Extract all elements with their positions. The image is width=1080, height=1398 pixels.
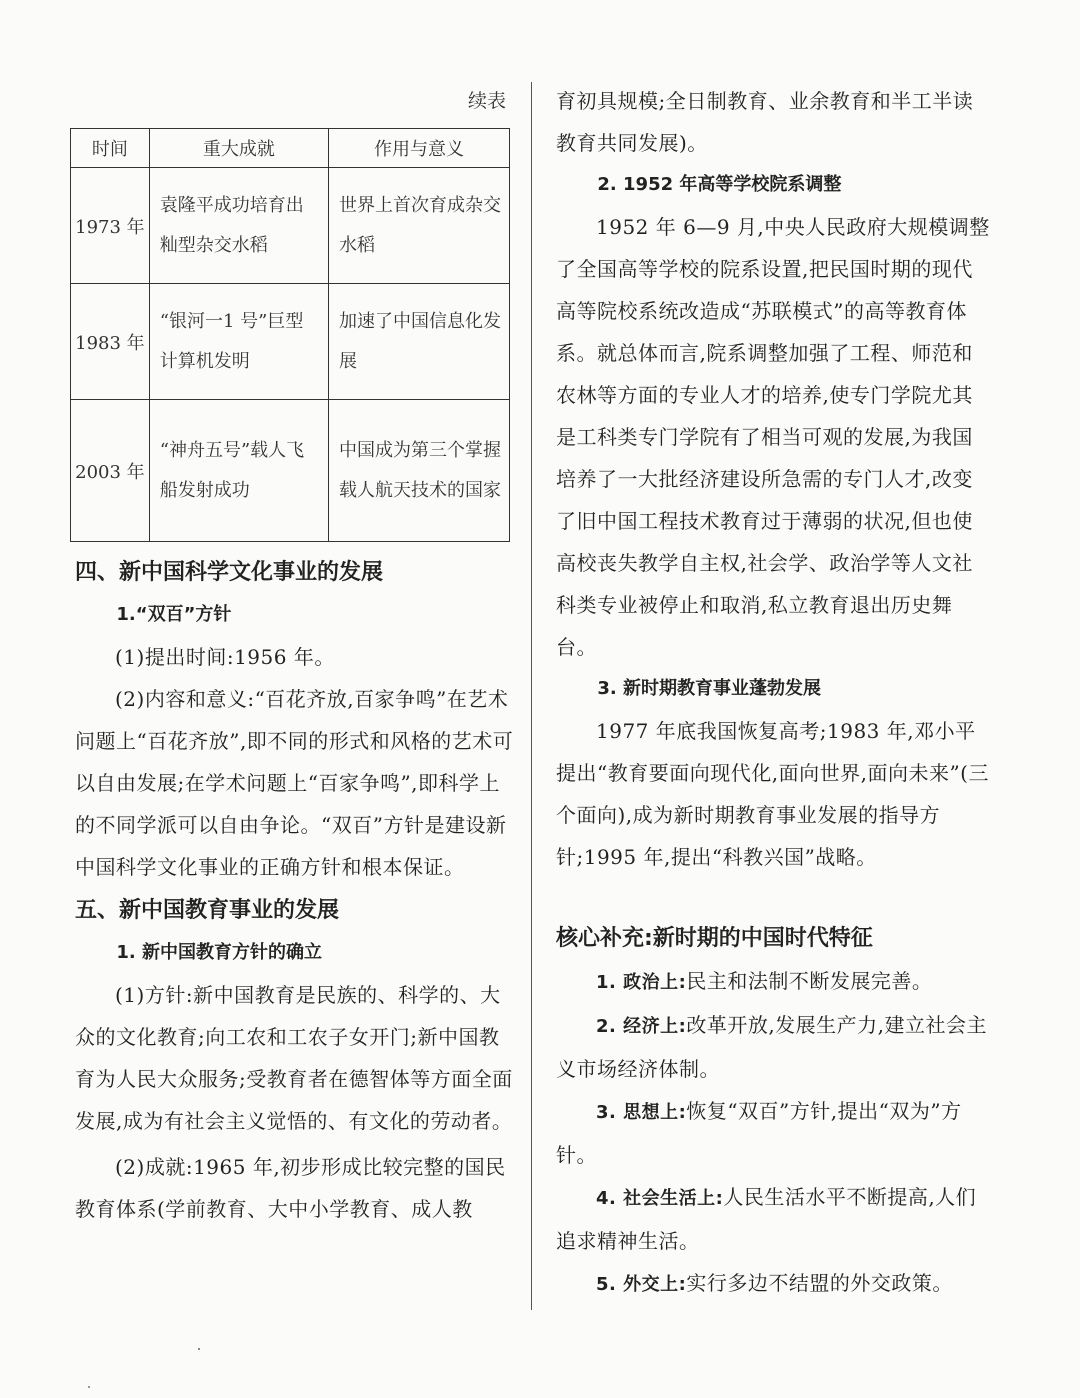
section-4-para-2: (2)内容和意义:“百花齐放,百家争鸣”在艺术问题上“百花齐放”,即不同的形式和风格的艺术可以自由发展;在学术问题上“百家争鸣”,即科学上的不同学派可以自由争论。“双百”方针是建设新中国科学文化事业的正确方针和根本保证。 bbox=[75, 687, 514, 879]
core-supplement-title: 核心补充:新时期的中国时代特征 bbox=[556, 926, 873, 951]
point-label: 2. 经济上: bbox=[596, 1016, 687, 1037]
section-5-2-para: 1952 年 6—9 月,中央人民政府大规模调整了全国高等学校的院系设置,把民国时期的现代高等院校系统改造成“苏联模式”的高等教育体系。就总体而言,院系调整加强了工程、师范和农林等方面的专业人才的培养,使专门学院尤其是工科类专门学院有了相当可观的发展,为我国培养了一大批经济建设所急需的专门人才,改变了旧中国工程技术教育过于薄弱的状况,但也使高校丧失教学自主权,社会学、政治学等人文社科类专业被停止和取消,私立教育退出历史舞台。 bbox=[556, 215, 990, 659]
header-meaning: 作用与意义 bbox=[328, 129, 509, 168]
point-label: 1. 政治上: bbox=[596, 972, 687, 993]
table-row bbox=[71, 400, 510, 542]
section-4-para-1: (1)提出时间:1956 年。 bbox=[115, 645, 335, 669]
section-5-title: 五、新中国教育事业的发展 bbox=[75, 898, 340, 923]
right-column bbox=[556, 80, 992, 1306]
row-achievement: 袁隆平成功培育出籼型杂交水稻 bbox=[149, 168, 328, 284]
point-text: 人民生活水平不断提高,人们追求精神生活。 bbox=[556, 1185, 977, 1253]
point-text: 实行多边不结盟的外交政策。 bbox=[686, 1271, 953, 1295]
core-point-4 bbox=[556, 1176, 992, 1262]
table-row bbox=[71, 284, 510, 400]
section-5-3-para: 1977 年底我国恢复高考;1983 年,邓小平提出“教育要面向现代化,面向世界,面向未来”(三个面向),成为新时期教育事业发展的指导方针;1995 年,提出“科教兴国”战略。 bbox=[556, 719, 989, 869]
continued-para: 育初具规模;全日制教育、业余教育和半工半读教育共同发展)。 bbox=[556, 89, 974, 155]
point-text: 民主和法制不断发展完善。 bbox=[686, 969, 933, 993]
point-label: 3. 思想上: bbox=[596, 1102, 687, 1123]
table-row bbox=[71, 168, 510, 284]
row-time: 1973 年 bbox=[71, 168, 150, 284]
table-caption: 续表 bbox=[468, 90, 507, 112]
section-5-1-title: 1. 新中国教育方针的确立 bbox=[116, 942, 323, 963]
core-point-1 bbox=[556, 960, 992, 1004]
header-time: 时间 bbox=[71, 129, 150, 168]
scan-speck bbox=[88, 1386, 90, 1388]
point-text: 改革开放,发展生产力,建立社会主义市场经济体制。 bbox=[556, 1013, 988, 1081]
row-time: 2003 年 bbox=[71, 400, 150, 542]
core-point-5 bbox=[556, 1262, 992, 1306]
row-achievement: “银河一1 号”巨型计算机发明 bbox=[149, 284, 328, 400]
left-column bbox=[75, 552, 515, 1230]
core-point-3 bbox=[556, 1090, 992, 1176]
achievements-table bbox=[70, 128, 510, 542]
header-achievement: 重大成就 bbox=[149, 129, 328, 168]
section-5-2-title: 2. 1952 年高等学校院系调整 bbox=[597, 174, 842, 195]
row-meaning: 中国成为第三个掌握载人航天技术的国家 bbox=[328, 400, 509, 542]
point-text: 恢复“双百”方针,提出“双为”方针。 bbox=[556, 1099, 962, 1167]
section-4-title: 四、新中国科学文化事业的发展 bbox=[75, 560, 384, 585]
scan-speck bbox=[198, 1348, 200, 1350]
row-achievement: “神舟五号”载人飞船发射成功 bbox=[149, 400, 328, 542]
row-time: 1983 年 bbox=[71, 284, 150, 400]
section-5-para-1: (1)方针:新中国教育是民族的、科学的、大众的文化教育;向工农和工农子女开门;新中国教育为人民大众服务;受教育者在德智体等方面全面发展,成为有社会主义觉悟的、有文化的劳动者。 bbox=[75, 983, 513, 1133]
core-point-2 bbox=[556, 1004, 992, 1090]
column-divider bbox=[531, 82, 532, 1310]
row-meaning: 世界上首次育成杂交水稻 bbox=[328, 168, 509, 284]
table-header-row bbox=[71, 129, 510, 168]
section-5-3-title: 3. 新时期教育事业蓬勃发展 bbox=[597, 678, 822, 699]
row-meaning: 加速了中国信息化发展 bbox=[328, 284, 509, 400]
point-label: 4. 社会生活上: bbox=[596, 1188, 724, 1209]
point-label: 5. 外交上: bbox=[596, 1274, 687, 1295]
section-5-para-2: (2)成就:1965 年,初步形成比较完整的国民教育体系(学前教育、大中小学教育、成人教 bbox=[75, 1155, 506, 1221]
section-4-1-title: 1.“双百”方针 bbox=[116, 604, 232, 625]
